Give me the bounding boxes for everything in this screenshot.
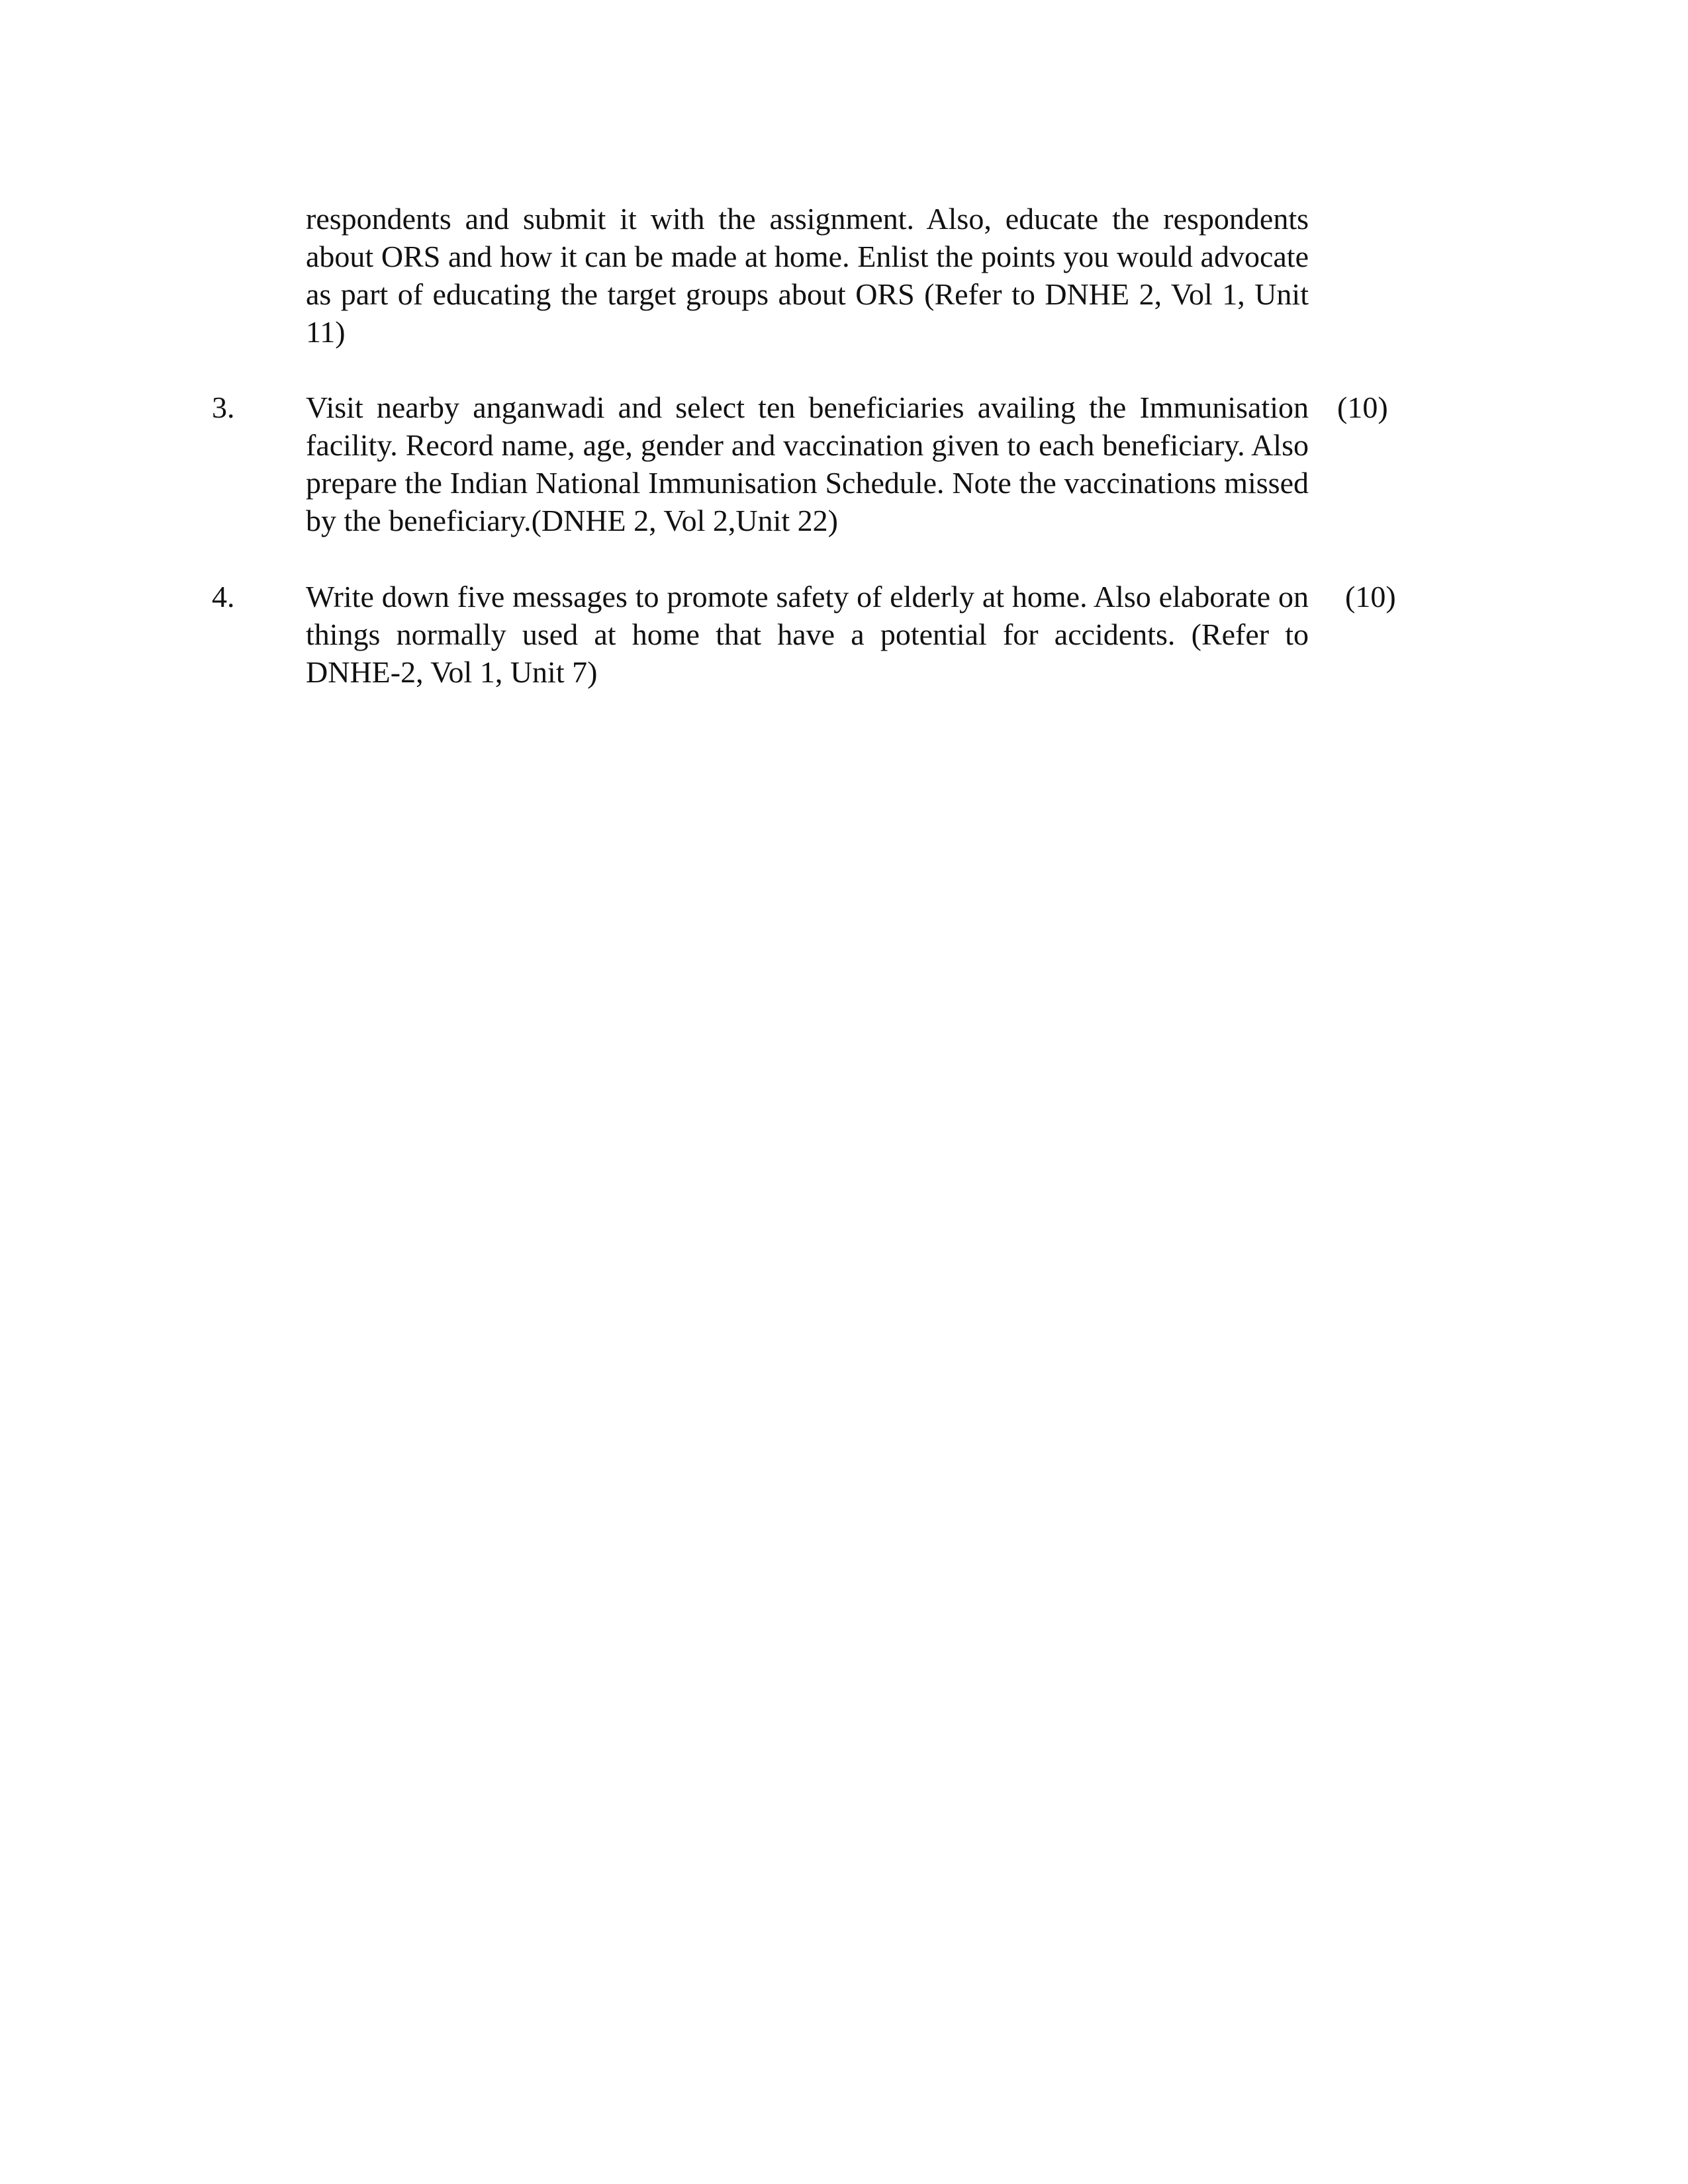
question-4-marks: (10) [1345,580,1396,614]
question-3-text: Visit nearby anganwadi and select ten beneficiaries availing the Immunisation facility. Record name, age, gender and vaccination given to each beneficiary. Also prepare the Indian National Immunisation Schedule. Note the vaccinations missed by the beneficiary.(DNHE 2, Vol 2,Unit 22) [306,390,1309,537]
continued-question-text: respondents and submit it with the assignment. Also, educate the respondents about ORS and how it can be made at home. Enlist the points you would advocate as part of educating the target groups about ORS (Refer to DNHE 2, Vol 1, Unit 11) [306,202,1309,349]
question-4-text: Write down five messages to promote safety of elderly at home. Also elaborate on things normally used at home that have a potential for accidents. (Refer to DNHE-2, Vol 1, Unit 7) [306,580,1309,689]
question-3-marks: (10) [1337,390,1388,424]
question-4-number: 4. [212,580,235,614]
question-3-number: 3. [212,390,235,424]
